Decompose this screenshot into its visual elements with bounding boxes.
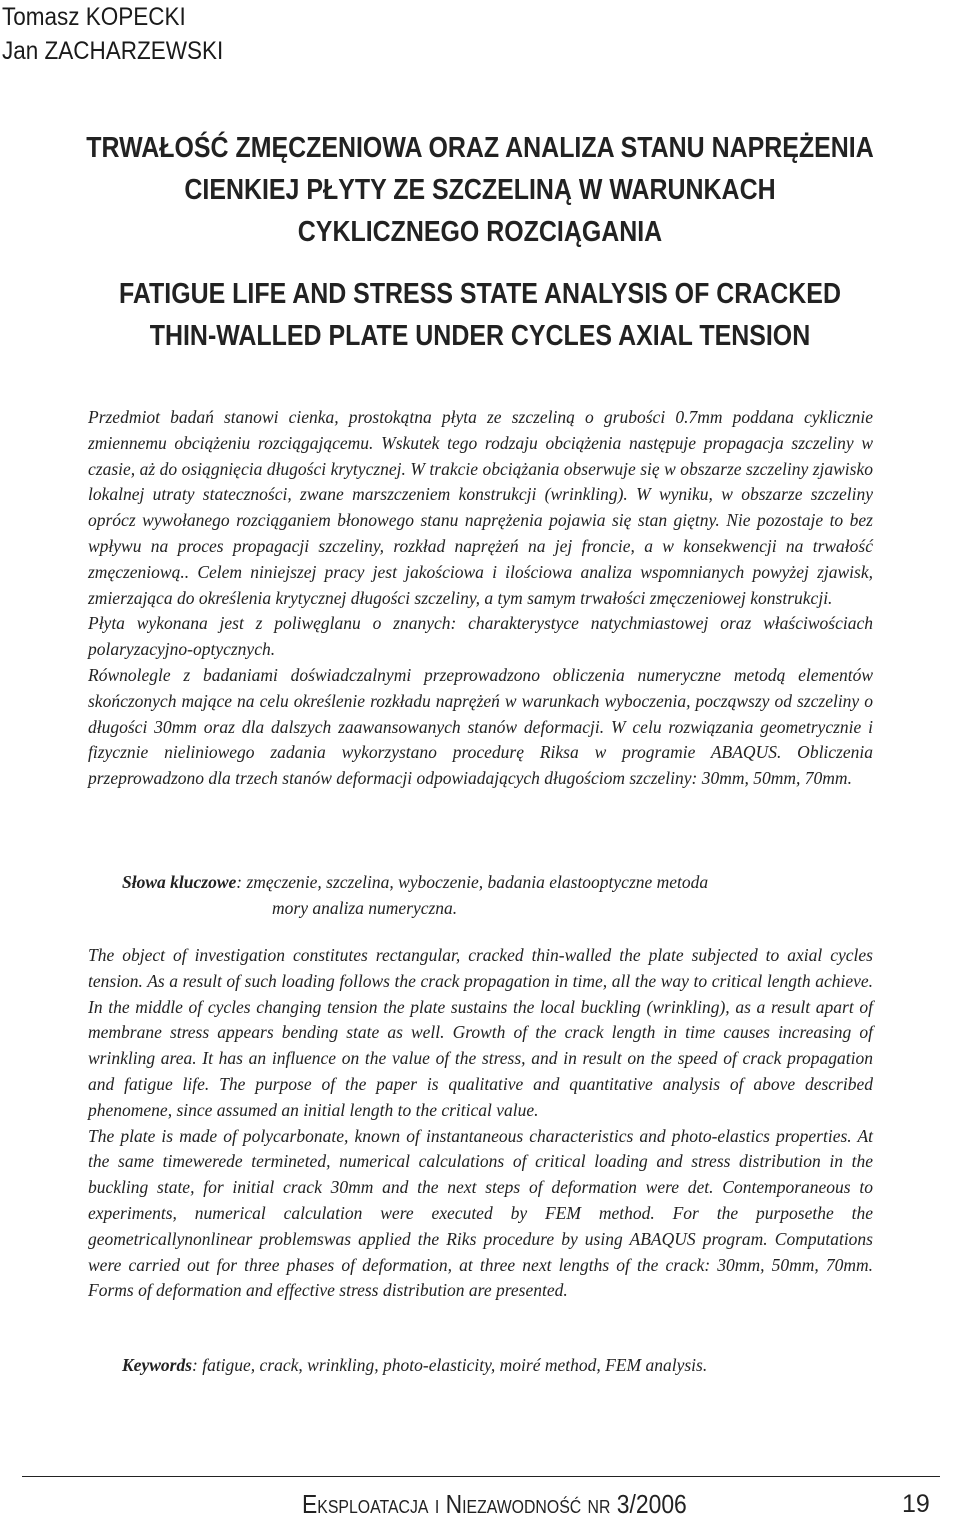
abstract-paragraph: Płyta wykonana jest z poliwęglanu o znanych: charakterystyce natychmiastowej oraz właściwościach polaryzacyjno-optycznych. — [88, 613, 873, 660]
abstract-paragraph: Równolegle z badaniami doświadczalnymi przeprowadzono obliczenia numeryczne metodą elementów skończonych mające na celu określenie rozkładu naprężeń w warunkach wyboczenia, począwszy od szczeliny o długości 30mm oraz dla dalszych zaawansowanych stanów deformacji. W celu rozwiązania geometrycznie i fizycznie nieliniowego zadania wykorzystano procedurę Riksa w programie ABAQUS. Obliczenia przeprowadzono dla trzech stanów deformacji odpowiadających długościom szczeliny: 30mm, 50mm, 70mm. — [88, 664, 873, 789]
title-polish — [0, 127, 960, 253]
title-line: CIENKIEJ PŁYTY ZE SZCZELINĄ W WARUNKACH — [184, 174, 776, 206]
title-line: CYKLICZNEGO ROZCIĄGANIA — [297, 216, 663, 248]
author-name: Tomasz KOPECKI — [2, 3, 186, 31]
title-line: FATIGUE LIFE AND STRESS STATE ANALYSIS OF CRACKED — [119, 278, 841, 310]
author-name: Jan ZACHARZEWSKI — [2, 37, 224, 65]
keywords-polish — [122, 869, 862, 921]
keywords-label: Słowa kluczowe — [122, 872, 237, 892]
keywords-text: : fatigue, crack, wrinkling, photo-elasticity, moiré method, FEM analysis. — [192, 1355, 708, 1375]
footer-divider — [22, 1476, 940, 1477]
abstract-paragraph: Przedmiot badań stanowi cienka, prostokątna płyta ze szczeliną o grubości 0.7mm poddana cyklicznie zmiennemu obciążeniu rozciągającemu. Wskutek tego rodzaju obciążenia następuje propagacja szczeliny w czasie, aż do osiągnięcia długości krytycznej. W trakcie obciążania obserwuje się w obszarze szczeliny zjawisko lokalnej utraty stateczności, zwane marszczeniem konstrukcji (wrinkling). W wyniku, w obszarze szczeliny oprócz wywołanego rozciąganiem błonowego stanu naprężenia pojawia się stan giętny. Nie pozostaje to bez wpływu na proces propagacji szczeliny, rozkład naprężeń na jej froncie, a w konsekwencji na trwałość zmęczeniową.. Celem niniejszej pracy jest jakościowa i ilościowa analiza wspomnianych powyżej zjawisk, zmierzająca do określenia krytycznej długości szczeliny, a tym samym trwałości zmęczeniowej konstrukcji. — [88, 407, 873, 608]
abstract-paragraph: The object of investigation constitutes rectangular, cracked thin-walled the plate subjected to axial cycles tension. As a result of such loading follows the crack propagation in time, all the way to critical length achieve. In the middle of cycles changing tension the plate sustains the local buckling (wrinkling), as a result apart of membrane stress appears bending state as well. Growth of the crack length in time causes increasing of wrinkling area. It has an influence on the value of the stress, and in result on the speed of crack propagation and fatigue life. The purpose of the paper is qualitative and quantitative analysis of above described phenomene, since assumed an initial length to the critical value. — [88, 945, 873, 1120]
abstract-polish — [88, 405, 873, 792]
title-line: THIN-WALLED PLATE UNDER CYCLES AXIAL TENSION — [149, 320, 811, 352]
title-english — [0, 273, 960, 357]
keywords-english — [122, 1352, 882, 1378]
page-number: 19 — [902, 1490, 930, 1518]
abstract-paragraph: The plate is made of polycarbonate, known of instantaneous characteristics and photo-elastics properties. At the same timewerede termineted, numerical calculations of critical loading and stress distribution in the buckling state, for initial crack 30mm and the next steps of deformation were det. Contemporaneous to experiments, numerical calculation were executed by FEM method. For the purposethe the geometricallynonlinear problemswas applied the Riks procedure by using ABAQUS program. Computations were carried out for three phases of deformation, at three next lengths of the crack: 30mm, 50mm, 70mm. Forms of deformation and effective stress distribution are presented. — [88, 1125, 873, 1301]
keywords-text: mory analiza numeryczna. — [272, 898, 458, 918]
title-line: TRWAŁOŚĆ ZMĘCZENIOWA ORAZ ANALIZA STANU NAPRĘŻENIA — [86, 132, 874, 164]
keywords-text: : zmęczenie, szczelina, wyboczenie, badania elastooptyczne metoda — [236, 872, 709, 892]
authors — [2, 0, 223, 68]
abstract-english — [88, 943, 873, 1304]
keywords-label: Keywords — [122, 1355, 192, 1375]
journal-name: Eksploatacja i Niezawodność nr 3/2006 — [302, 1489, 687, 1519]
